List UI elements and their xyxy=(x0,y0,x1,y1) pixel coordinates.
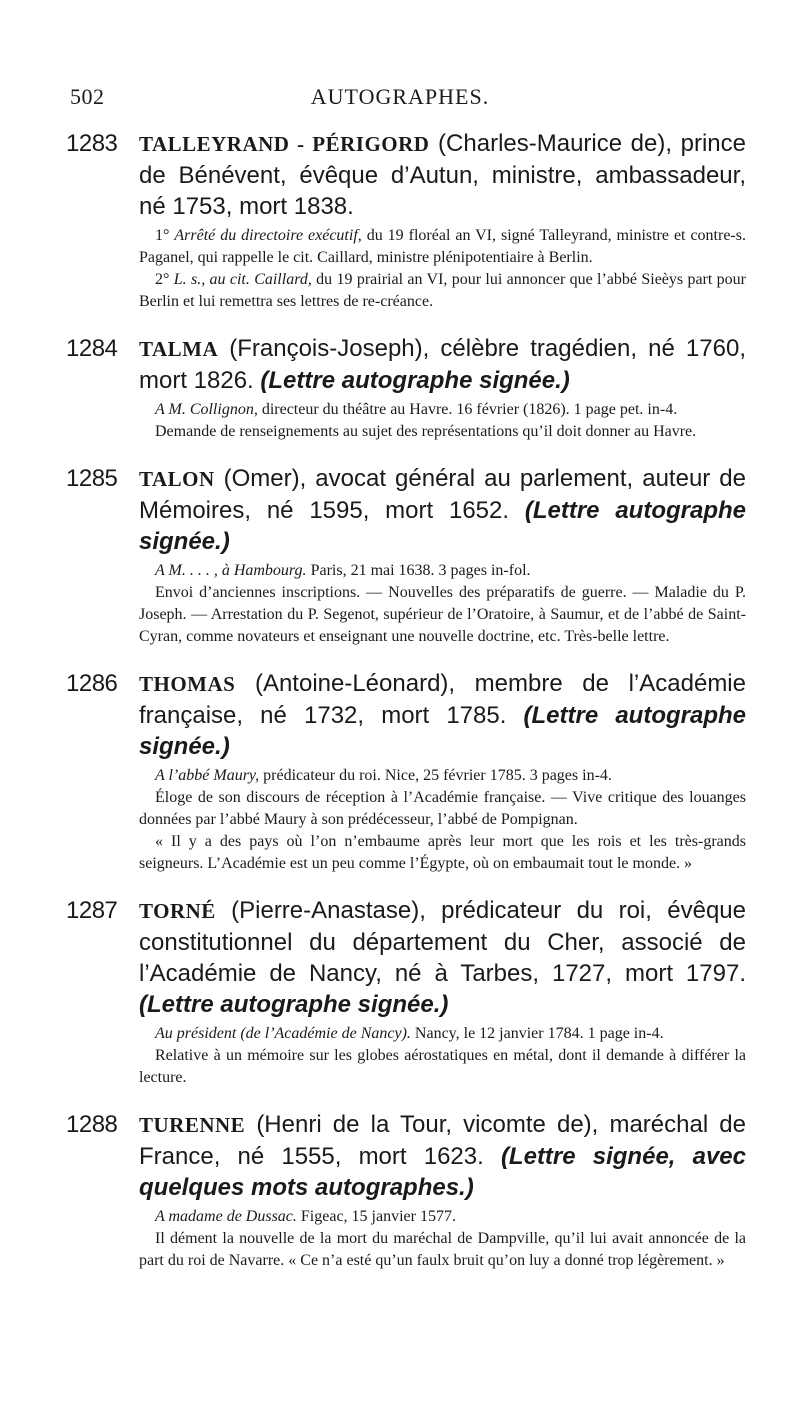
paragraph-italic: A l’abbé Maury, xyxy=(155,767,260,784)
entry-paragraph xyxy=(139,225,746,269)
catalog-entry xyxy=(66,1109,746,1272)
entry-number: 1284 xyxy=(66,335,118,362)
entry-name: TURENNE xyxy=(139,1113,246,1137)
entry-name: TORNÉ xyxy=(139,899,216,923)
paragraph-text: prédicateur du roi. Nice, 25 février 1785. 3 pages in-4. xyxy=(259,767,612,784)
entry-paragraph xyxy=(139,582,746,648)
entry-heading xyxy=(66,333,746,396)
paragraph-italic: Arrêté du directoire exécutif, xyxy=(174,227,362,244)
entry-description: (Antoine-Léonard), membre de l’Académie française, né 1732, mort 1785. xyxy=(139,670,746,729)
entry-name: THOMAS xyxy=(139,672,236,696)
entry-name: TALMA xyxy=(139,337,219,361)
paragraph-text: « Il y a des pays où l’on n’embaume après leur mort que les rois et les très-grands seigneurs. L’Académie est un peu comme l’Égypte, où on embaumait tout le monde. » xyxy=(139,833,746,872)
paragraph-italic: Au président (de l’Académie de Nancy). xyxy=(155,1025,411,1042)
entry-number: 1283 xyxy=(66,130,118,157)
entry-name: TALON xyxy=(139,467,215,491)
entry-qualifier: (Lettre autographe signée.) xyxy=(260,367,570,394)
entry-number: 1288 xyxy=(66,1111,118,1138)
entry-paragraph xyxy=(139,1206,746,1228)
entry-description: (Charles-Maurice de), prince de Bénévent, évêque d’Autun, ministre, ambassadeur, né 1753, mort 1838. xyxy=(139,130,746,220)
entry-heading xyxy=(66,128,746,222)
paragraph-prefix: 2° xyxy=(155,271,174,288)
paragraph-italic: A madame de Dussac. xyxy=(155,1208,297,1225)
entry-paragraph xyxy=(139,831,746,875)
entry-paragraph xyxy=(139,1228,746,1272)
entry-paragraph xyxy=(139,269,746,313)
paragraph-text: directeur du théâtre au Havre. 16 février (1826). 1 page pet. in-4. xyxy=(257,401,678,418)
entry-paragraph xyxy=(139,421,746,443)
entry-number: 1287 xyxy=(66,897,118,924)
paragraph-italic: L. s., au cit. Caillard, xyxy=(173,271,312,288)
entry-paragraph xyxy=(139,1023,746,1045)
entry-heading xyxy=(66,668,746,762)
entry-paragraph xyxy=(139,787,746,831)
paragraph-text: Demande de renseignements au sujet des représentations qu’il doit donner au Havre. xyxy=(155,423,697,440)
page-number: 502 xyxy=(70,84,105,109)
entry-body xyxy=(139,1206,746,1272)
entry-description: (Pierre-Anastase), prédicateur du roi, évêque constitutionnel du département du Cher, associé de l’Académie de Nancy, né à Tarbes, 1727, mort 1797. xyxy=(139,897,746,987)
paragraph-text: du 19 floréal an VI, signé Talleyrand, ministre et contre-s. Paganel, qui rappelle le cit. Caillard, ministre plénipotentiaire à Berlin. xyxy=(139,227,746,266)
catalog-entry xyxy=(66,128,746,313)
running-head xyxy=(0,84,800,114)
entry-body xyxy=(139,399,746,443)
paragraph-text: Il dément la nouvelle de la mort du maréchal de Dampville, qu’il lui avait annoncée de la part du roi de Navarre. « Ce n’a esté qu’un faulx bruit qu’on luy a donné trop légèrement. » xyxy=(139,1230,746,1269)
entry-paragraph xyxy=(139,765,746,787)
entry-heading xyxy=(66,895,746,1020)
catalog-entries xyxy=(66,128,746,1292)
paragraph-italic: A M. . . . , à Hambourg. xyxy=(155,562,307,579)
paragraph-text: du 19 prairial an VI, pour lui annoncer que l’abbé Sieèys part pour Berlin et lui remettra ses lettres de re-créance. xyxy=(139,271,746,310)
entry-number: 1285 xyxy=(66,465,118,492)
paragraph-text: Relative à un mémoire sur les globes aérostatiques en métal, dont il demande à différer la lecture. xyxy=(139,1047,746,1086)
running-title: AUTOGRAPHES. xyxy=(310,84,490,109)
entry-body xyxy=(139,765,746,875)
entry-name: TALLEYRAND - PÉRIGORD xyxy=(139,132,430,156)
entry-body xyxy=(139,560,746,648)
catalog-entry xyxy=(66,895,746,1089)
paragraph-text: Nancy, le 12 janvier 1784. 1 page in-4. xyxy=(410,1025,664,1042)
entry-qualifier: (Lettre autographe signée.) xyxy=(139,702,747,760)
catalog-entry xyxy=(66,668,746,875)
entry-description: (Henri de la Tour, vicomte de), maréchal de France, né 1555, mort 1623. xyxy=(139,1111,746,1170)
entry-description: (Omer), avocat général au parlement, auteur de Mémoires, né 1595, mort 1652. xyxy=(139,465,746,524)
paragraph-text: Éloge de son discours de réception à l’Académie française. — Vive critique des louanges données par l’abbé Maury à son prédécesseur, l’abbé de Pompignan. xyxy=(139,789,746,828)
paragraph-text: Figeac, 15 janvier 1577. xyxy=(296,1208,456,1225)
paragraph-italic: A M. Collignon, xyxy=(155,401,258,418)
entry-paragraph xyxy=(139,399,746,421)
entry-body xyxy=(139,1023,746,1089)
entry-qualifier: (Lettre autographe signée.) xyxy=(139,991,449,1018)
entry-description: (François-Joseph), célèbre tragédien, né 1760, mort 1826. xyxy=(139,335,746,394)
entry-qualifier: (Lettre signée, avec quelques mots autographes.) xyxy=(139,1143,746,1201)
paragraph-text: Paris, 21 mai 1638. 3 pages in-fol. xyxy=(306,562,531,579)
catalog-entry xyxy=(66,463,746,648)
entry-qualifier: (Lettre autographe signée.) xyxy=(139,497,747,555)
paragraph-prefix: 1° xyxy=(155,227,175,244)
entry-number: 1286 xyxy=(66,670,118,697)
entry-body xyxy=(139,225,746,313)
entry-heading xyxy=(66,1109,746,1203)
entry-paragraph xyxy=(139,560,746,582)
entry-heading xyxy=(66,463,746,557)
entry-paragraph xyxy=(139,1045,746,1089)
catalog-entry xyxy=(66,333,746,443)
paragraph-text: Envoi d’anciennes inscriptions. — Nouvelles des préparatifs de guerre. — Maladie du P. Joseph. — Arrestation du P. Segenot, supérieur de l’Oratoire, à Saumur, et de l’abbé de Saint-Cyran, comme novateurs et enseignant une nouvelle doctrine, etc. Très-belle lettre. xyxy=(139,584,746,645)
